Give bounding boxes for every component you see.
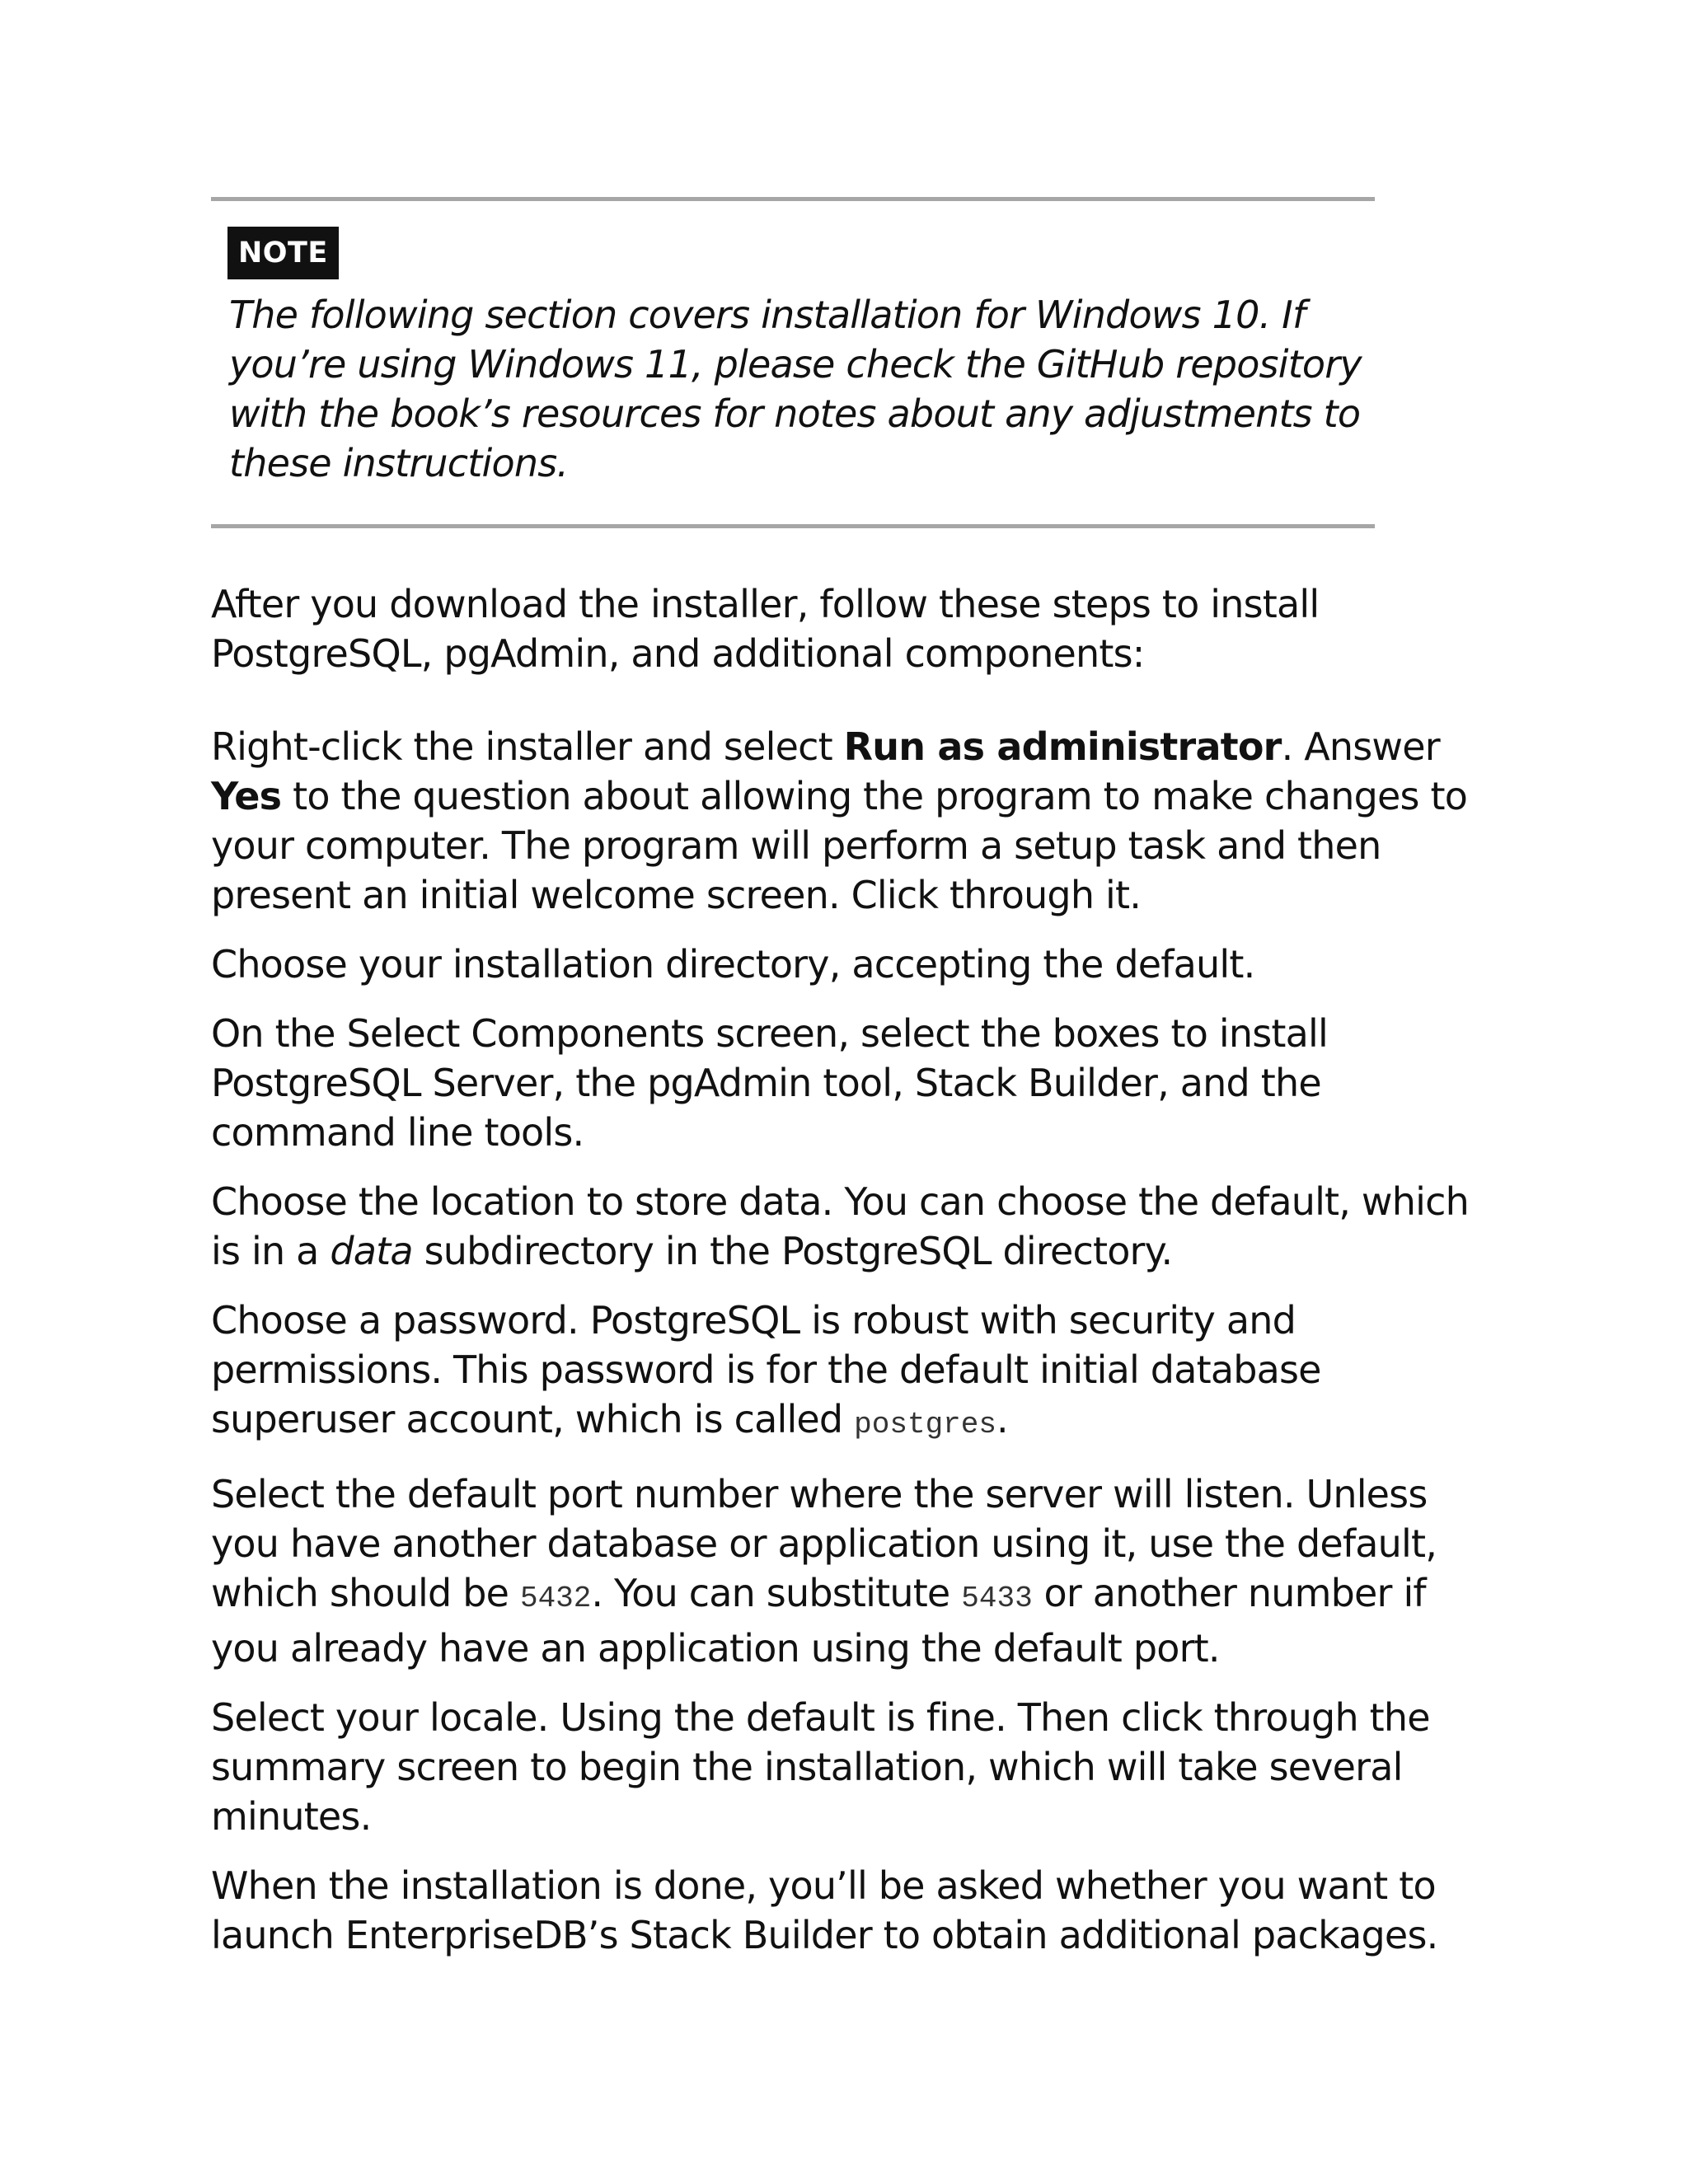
- postgres-username-code: postgres: [854, 1408, 996, 1441]
- default-port-code: 5432: [519, 1582, 592, 1615]
- step-7: [211, 1693, 1497, 1841]
- step-5-text: .: [996, 1397, 1008, 1441]
- step-1-line-2: [211, 771, 1497, 821]
- step-1-line-3: your computer. The program will perform a setup task and then: [211, 823, 1381, 868]
- note-top-rule: [211, 197, 1375, 201]
- step-3-line-1: On the Select Components screen, select the boxes to install: [211, 1011, 1328, 1056]
- step-6-line-3: [211, 1568, 1497, 1624]
- step-3-line-2: PostgreSQL Server, the pgAdmin tool, Stack Builder, and the: [211, 1061, 1321, 1105]
- step-8: [211, 1861, 1497, 1960]
- step-5: [211, 1296, 1497, 1450]
- step-1: [211, 722, 1497, 920]
- step-4-line-1: Choose the location to store data. You can choose the default, which: [211, 1179, 1469, 1224]
- step-6: [211, 1469, 1497, 1673]
- step-6-text: . You can substitute: [591, 1571, 962, 1615]
- alternate-port-code: 5433: [961, 1582, 1033, 1615]
- step-8-line-1: When the installation is done, you’ll be asked whether you want to: [211, 1863, 1436, 1908]
- step-5-line-1: Choose a password. PostgreSQL is robust with security and: [211, 1298, 1296, 1343]
- step-6-line-4: you already have an application using the default port.: [211, 1626, 1220, 1671]
- step-4-text: subdirectory in the PostgreSQL directory.: [412, 1229, 1173, 1273]
- step-6-text: or another number if: [1032, 1571, 1426, 1615]
- step-3: [211, 1009, 1497, 1157]
- step-7-line-2: summary screen to begin the installation, which will take several: [211, 1745, 1403, 1789]
- step-4-text: is in a: [211, 1229, 331, 1273]
- step-1-text: to the question about allowing the program to make changes to: [281, 774, 1468, 818]
- step-1-line-1: [211, 722, 1497, 771]
- step-5-text: superuser account, which is called: [211, 1397, 855, 1441]
- step-3-line-3: command line tools.: [211, 1110, 584, 1155]
- step-6-line-2: you have another database or application using it, use the default,: [211, 1521, 1437, 1566]
- step-1-text: Right-click the installer and select: [211, 724, 844, 769]
- note-text: The following section covers installation for Windows 10. If you’re using Windows 11, please check the GitHub repository with the book’s resources for notes about any adjustments to these instructions.: [229, 293, 1362, 485]
- step-1-text: . Answer: [1281, 724, 1440, 769]
- data-directory-term: data: [330, 1229, 413, 1273]
- step-7-line-3: minutes.: [211, 1794, 372, 1839]
- step-5-line-3: [211, 1394, 1497, 1450]
- step-4-line-2: [211, 1226, 1497, 1276]
- step-5-line-2: permissions. This password is for the default initial database: [211, 1347, 1321, 1392]
- note-bottom-rule: [211, 524, 1375, 528]
- step-7-line-1: Select your locale. Using the default is fine. Then click through the: [211, 1695, 1430, 1740]
- yes-label: Yes: [211, 774, 282, 818]
- step-6-text: which should be: [211, 1571, 520, 1615]
- step-2-line-1: Choose your installation directory, accepting the default.: [211, 942, 1255, 987]
- step-4: [211, 1177, 1497, 1276]
- note-badge: NOTE: [227, 227, 339, 279]
- intro-paragraph: After you download the installer, follow these steps to install PostgreSQL, pgAdmin, and additional components:: [211, 582, 1320, 676]
- step-2: [211, 940, 1497, 989]
- step-1-line-4: present an initial welcome screen. Click through it.: [211, 873, 1142, 917]
- step-8-line-2: launch EnterpriseDB’s Stack Builder to obtain additional packages.: [211, 1913, 1438, 1957]
- installation-steps: [211, 722, 1497, 1980]
- step-6-line-1: Select the default port number where the server will listen. Unless: [211, 1472, 1428, 1516]
- run-as-administrator-label: Run as administrator: [843, 724, 1282, 769]
